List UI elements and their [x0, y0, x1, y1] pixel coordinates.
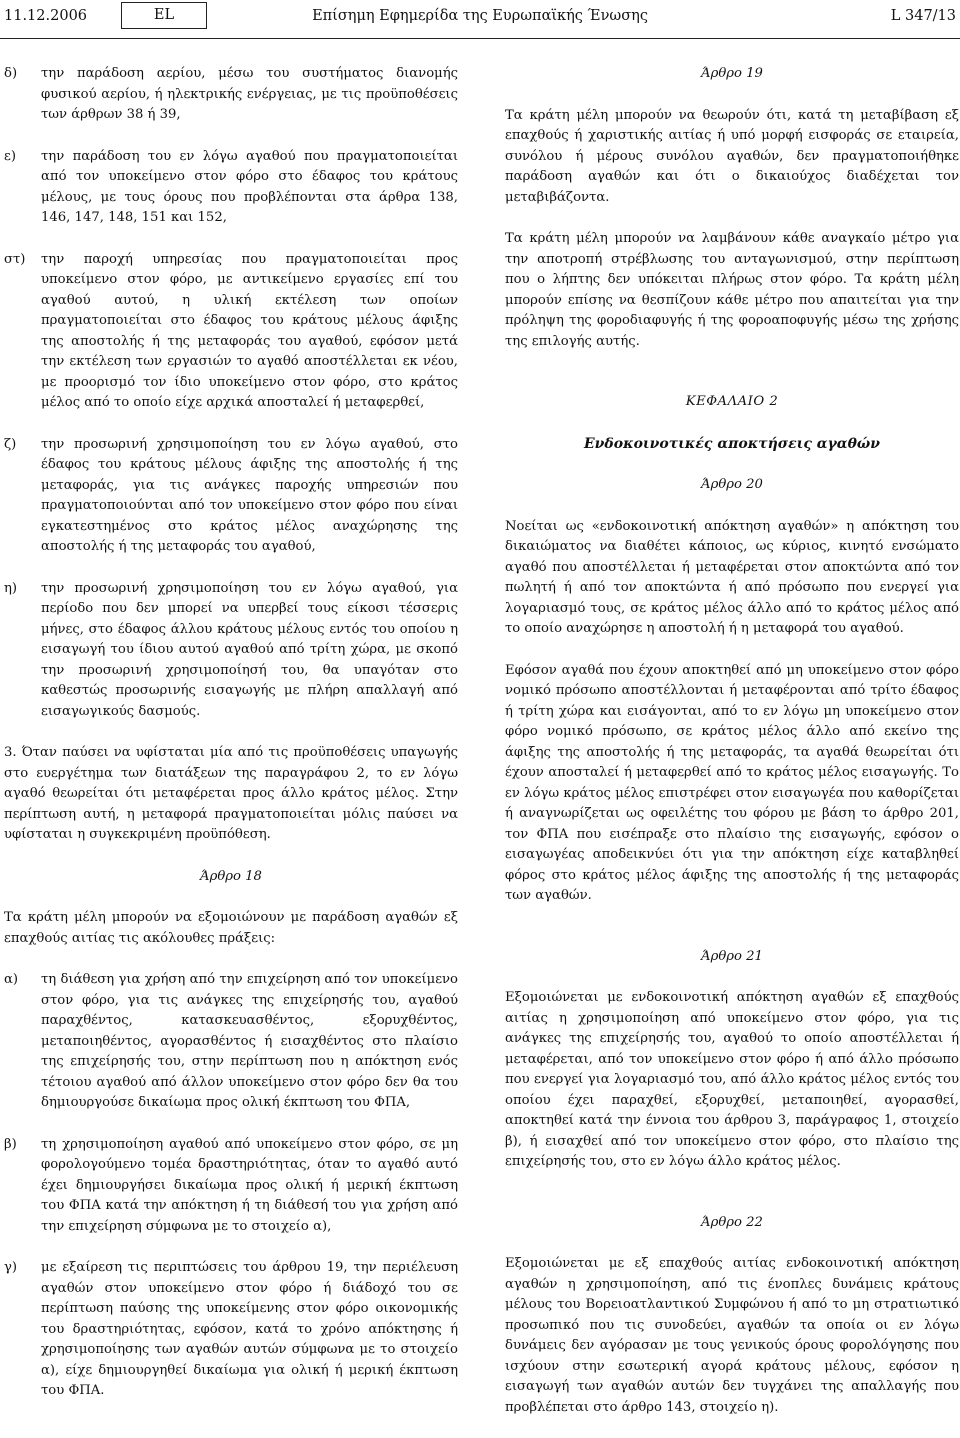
list-label: β)	[4, 1136, 17, 1152]
page-header	[0, 0, 960, 40]
list-label: δ)	[4, 66, 18, 81]
right-column	[505, 64, 959, 1418]
left-column	[4, 64, 458, 1402]
list-text: την παράδοση αερίου, μέσω του συστήματος διανομής φυσικού αερίου, ή ηλεκτρικής ενέργειας, με τις προϋποθέσεις των άρθρων 38 ή 39,	[41, 66, 458, 122]
list-label: γ)	[4, 1260, 18, 1275]
list-text: με εξαίρεση τις περιπτώσεις του άρθρου 19, την περιέλευση αγαθών στον υποκείμενο στον φόρο ή διάδοχό του σε περίπτωση παύσης της υποκείμενης στον φόρο οικονομικής του δραστηριότητας, εφόσον, κατά το χρόνο απόκτησης ή χρησιμοποίησης των αγαθών αυτών σύμφωνα με το στοιχείο α), είχε δημιουργηθεί δικαίωμα για ολική ή μερική έκπτωση του ΦΠΑ.	[41, 1260, 458, 1398]
language-code-box: EL	[121, 2, 207, 29]
article-18-intro: Τα κράτη μέλη μπορούν να εξομοιώνουν με παράδοση αγαθών εξ επαχθούς αιτίας τις ακόλουθες πράξεις:	[4, 910, 458, 946]
list-item-a	[4, 970, 458, 1114]
list-label: η)	[4, 580, 18, 596]
list-text: την παράδοση του εν λόγω αγαθού που πραγματοποιείται από τον υποκείμενο στον φόρο στο έδαφος του κράτους μέλους, με τους όρους που προβλέπονται στα άρθρα 138, 146, 147, 148, 151 και 152,	[41, 148, 458, 225]
article-22-paragraph: Εξομοιώνεται με εξ επαχθούς αιτίας ενδοκοινοτική απόκτηση αγαθών η χρησιμοποίηση, από τις ένοπλες δυνάμεις κράτους μέλους του Βορειοατλαντικού Συμφώνου ή από το μη στρατιωτικό προσωπικό που τις συνοδεύει, αγαθών τα οποία οι εν λόγω δυνάμεις δεν αγόρασαν με τους γενικούς όρους φορολόγησης που ισχύουν στην εσωτερική αγορά κράτους μέλους, εφόσον η εισαγωγή των αγαθών αυτών δεν τυγχάνει της απαλλαγής που προβλέπεται στο άρθρο 143, στοιχείο η).	[505, 1256, 959, 1415]
journal-title: Επίσημη Εφημερίδα της Ευρωπαϊκής Ένωσης	[312, 8, 648, 24]
list-item-b	[4, 1135, 458, 1238]
chapter-heading: ΚΕΦΑΛΑΙΟ 2	[685, 394, 779, 409]
list-label: ε)	[4, 148, 16, 164]
publication-date: 11.12.2006	[4, 8, 88, 24]
list-item-d	[4, 64, 458, 126]
list-text: τη χρησιμοποίηση αγαθού από υποκείμενο στον φόρο, σε μη φορολογούμενο τομέα δραστηριότητας, όταν το αγαθό αυτό έχει δημιουργήσει δικαίωμα προς ολική ή μερική έκπτωση του ΦΠΑ κατά την απόκτηση ή τη διάθεσή του για χρήση από την επιχείρηση σύμφωνα με το στοιχείο α),	[41, 1136, 458, 1234]
list-text: την προσωρινή χρησιμοποίηση του εν λόγω αγαθού, για περίοδο που δεν μπορεί να υπερβεί τους είκοσι τέσσερις μήνες, στο έδαφος άλλου κράτους μέλους εντός του οποίου η εισαγωγή του ίδιου αυτού αγαθού από τρίτη χώρα, με σκοπό την προσωρινή χρησιμοποίησή του, θα υπαγόταν στο καθεστώς προσωρινής εισαγωγής με πλήρη απαλλαγή από εισαγωγικούς δασμούς.	[41, 580, 458, 719]
list-text: την προσωρινή χρησιμοποίηση του εν λόγω αγαθού, στο έδαφος του κράτους μέλους άφιξης της αποστολής ή της μεταφοράς, για τις ανάγκες παροχής υπηρεσιών που πραγματοποιούνται από τον υποκείμενο στον φόρο που είναι εγκατεστημένος στο κράτος μέλος αναχώρησης της αποστολής ή της μεταφοράς του αγαθού,	[41, 436, 458, 554]
list-label: α)	[4, 972, 19, 987]
article-20-paragraph-2: Εφόσον αγαθά που έχουν αποκτηθεί από μη υποκείμενο στον φόρο νομικό πρόσωπο αποστέλλονται ή μεταφέρονται από τρίτο έδαφος ή τρίτη χώρα και εισάγονται, από το εν λόγω μη υποκείμενο στον φόρο νομικό πρόσωπο, σε κράτος μέλος άλλο από εκείνο της άφιξης της αποστολής ή της μεταφοράς, τα αγαθά θεωρείται ότι έχουν αποσταλεί ή μεταφερθεί από το κράτος μέλος εισαγωγής. Το εν λόγω κράτος μέλος επιστρέφει στον εισαγωγέα που καθορίζεται ή αναγνωρίζεται ως οφειλέτης του φόρου με βάση το άρθρο 201, τον ΦΠΑ που εισέπραξε στο πλαίσιο της εισαγωγής, εφόσον ο εισαγωγέας αποδεικνύει ότι για την απόκτηση είχε καταβληθεί φόρος στο κράτος μέλος άφιξης της αποστολής ή της μεταφοράς των αγαθών.	[505, 662, 959, 903]
article-20-paragraph-1: Νοείται ως «ενδοκοινοτική απόκτηση αγαθών» η απόκτηση του δικαιώματος να διαθέτει κάποιος, ως κύριος, κινητό ενσώματο αγαθό που αποστέλλεται ή μεταφέρεται στον αποκτώντα από τον πωλητή ή από τον αποκτώντα ή από πρόσωπο που ενεργεί για λογαριασμό τους, σε κράτος μέλος άλλο από το κράτος μέλος από το οποίο αναχώρησε η αποστολή ή η μεταφορά του αγαθού.	[505, 518, 959, 636]
article-18-title: Άρθρο 18	[200, 868, 262, 884]
article-22-title: Άρθρο 22	[701, 1214, 763, 1230]
list-text: την παροχή υπηρεσίας που πραγματοποιείται προς υποκείμενο στον φόρο, με αντικείμενο εργασίες επί του αγαθού αυτού, η υλική εκτέλεση των οποίων πραγματοποιείται στο έδαφος του κράτους μέλους άφιξης της αποστολής ή της μεταφοράς του αγαθού, εφόσον μετά την εκτέλεση των εργασιών το αγαθό αποστέλλεται εκ νέου, με προορισμό τον ίδιο υποκείμενο στον φόρο, στο κράτος μέλος από το οποίο είχε αρχικά αποσταλεί ή μεταφερθεί,	[41, 251, 458, 410]
article-21-title: Άρθρο 21	[701, 948, 763, 964]
section-title: Ενδοκοινοτικές αποκτήσεις αγαθών	[584, 435, 880, 452]
list-item-z	[4, 435, 458, 558]
paragraph-3: 3. Όταν παύσει να υφίσταται μία από τις προϋποθέσεις υπαγωγής στο ευεργέτημα των διατάξεων της παραγράφου 2, το εν λόγω αγαθό θεωρείται ότι μεταφέρεται προς άλλο κράτος μέλος. Στην περίπτωση αυτή, η μεταφορά πραγματοποιείται μόλις παύσει να υφίσταται η συγκεκριμένη προϋπόθεση.	[4, 745, 458, 842]
list-item-st	[4, 250, 458, 414]
list-item-i	[4, 579, 458, 723]
list-label: ζ)	[4, 436, 17, 452]
article-19-title: Άρθρο 19	[701, 66, 763, 81]
article-19-paragraph-1: Τα κράτη μέλη μπορούν να θεωρούν ότι, κατά τη μεταβίβαση εξ επαχθούς ή χαριστικής αιτίας ή υπό μορφή εισφοράς σε εταιρεία, συνόλου ή μέρους συνόλου αγαθών, δεν πραγματοποιήθηκε παράδοση αγαθών και ότι ο δικαιούχος διαδέχεται τον μεταβιβάζοντα.	[505, 107, 959, 205]
page-number: L 347/13	[890, 8, 956, 24]
list-label: στ)	[4, 251, 26, 267]
header-rule	[0, 38, 960, 39]
list-text: τη διάθεση για χρήση από την επιχείρηση από τον υποκείμενο στον φόρο, για τις ανάγκες της επιχείρησής του, αγαθού παραχθέντος, κατασκευασθέντος, εξορυχθέντος, μεταποιηθέντος, αγορασθέντος ή εισαχθέντος στο πλαίσιο της επιχείρησής του, στην περίπτωση που η απόκτηση ενός τέτοιου αγαθού από άλλον υποκείμενο στον φόρο δεν θα του δημιουργούσε δικαίωμα προς ολική έκπτωση του ΦΠΑ,	[41, 972, 458, 1110]
article-19-paragraph-2: Τα κράτη μέλη μπορούν να λαμβάνουν κάθε αναγκαίο μέτρο για την αποτροπή στρέβλωσης του ανταγωνισμού, στην περίπτωση που ο λήπτης δεν υπόκειται πλήρως στον φόρο. Τα κράτη μέλη μπορούν επίσης να θεσπίζουν κάθε μέτρο που απαιτείται για την πρόληψη της φοροδιαφυγής ή της φοροαποφυγής μέσω της χρήσης της επιλογής αυτής.	[505, 231, 959, 349]
article-21-paragraph: Εξομοιώνεται με ενδοκοινοτική απόκτηση αγαθών εξ επαχθούς αιτίας η χρησιμοποίηση από υποκείμενο στον φόρο, για τις ανάγκες της επιχείρησής του, αγαθού το οποίο αποστέλλεται ή μεταφέρεται, από τον υποκείμενο στον φόρο ή από άλλο πρόσωπο που ενεργεί για λογαριασμό του, από άλλο κράτος μέλος εντός του οποίου έχει παραχθεί, εξορυχθεί, μεταποιηθεί, αγορασθεί, αποκτηθεί κατά την έννοια του άρθρου 3, παράγραφος 1, στοιχείο β), ή εισαχθεί από τον υποκείμενο στον φόρο, στο πλαίσιο της επιχείρησής του, στο εν λόγω άλλο κράτος μέλος.	[505, 990, 959, 1169]
article-20-title: Άρθρο 20	[701, 477, 763, 492]
list-item-e	[4, 147, 458, 229]
list-item-g	[4, 1258, 458, 1402]
